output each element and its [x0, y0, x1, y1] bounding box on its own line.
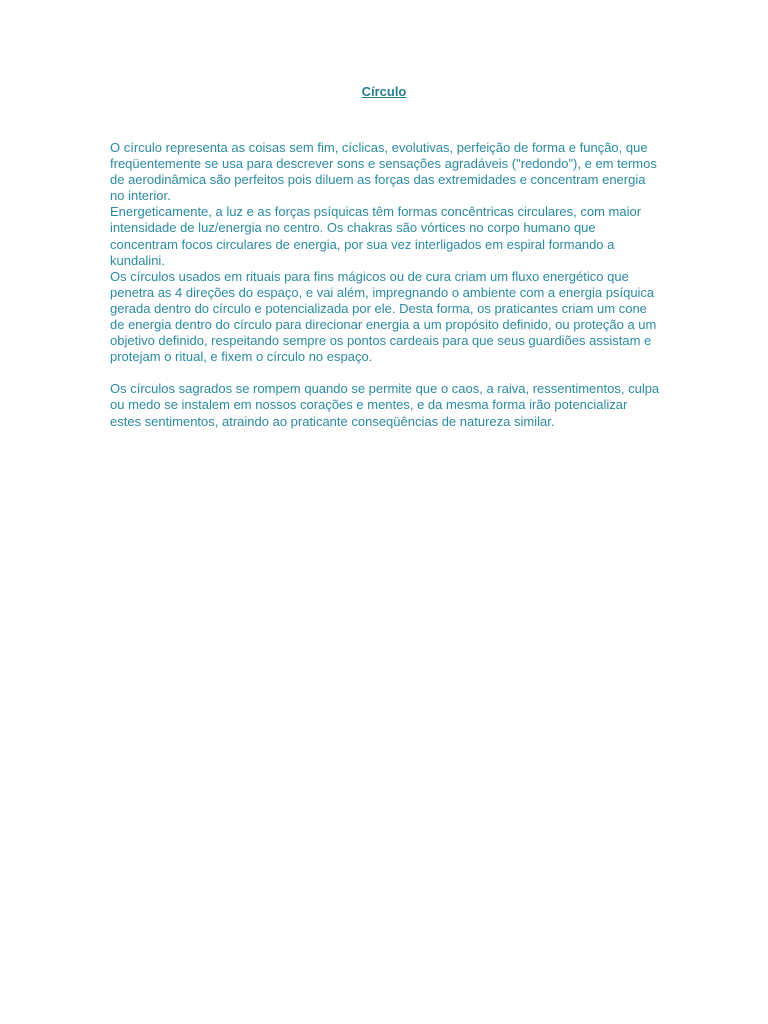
document-title-text: Círculo — [361, 84, 407, 99]
document-body — [110, 140, 662, 430]
paragraph-4: Os círculos sagrados se rompem quando se permite que o caos, a raiva, ressentimentos, culpa ou medo se instalem em nossos corações e mentes, e da mesma forma irão potencializar estes sentimentos, atraindo ao praticante conseqüências de natureza similar. — [110, 381, 660, 429]
paragraph-3: Os círculos usados em rituais para fins mágicos ou de cura criam um fluxo energético que penetra as 4 direções do espaço, e vai além, impregnando o ambiente com a energia psíquica gerada dentro do círculo e potencializada por ele. Desta forma, os praticantes criam um cone de energia dentro do círculo para direcionar energia a um propósito definido, ou proteção a um objetivo definido, respeitando sempre os pontos cardeais para que seus guardiões assistam e protejam o ritual, e fixem o círculo no espaço. — [110, 268, 657, 365]
paragraph-2: Energeticamente, a luz e as forças psíquicas têm formas concêntricas circulares, com maior intensidade de luz/energia no centro. Os chakras são vórtices no corpo humano que concentram focos circulares de energia, por sua vez interligados em espiral formando a kundalini. — [110, 204, 642, 268]
paragraph-gap — [110, 365, 662, 381]
paragraph-1: O círculo representa as coisas sem fim, cíclicas, evolutivas, perfeição de forma e função, que freqüentemente se usa para descrever sons e sensações agradáveis ("redondo"), e em termos de aerodinâmica são perfeitos pois diluem as forças das extremidades e concentram energia no interior. — [110, 140, 657, 204]
document-title — [0, 84, 768, 100]
